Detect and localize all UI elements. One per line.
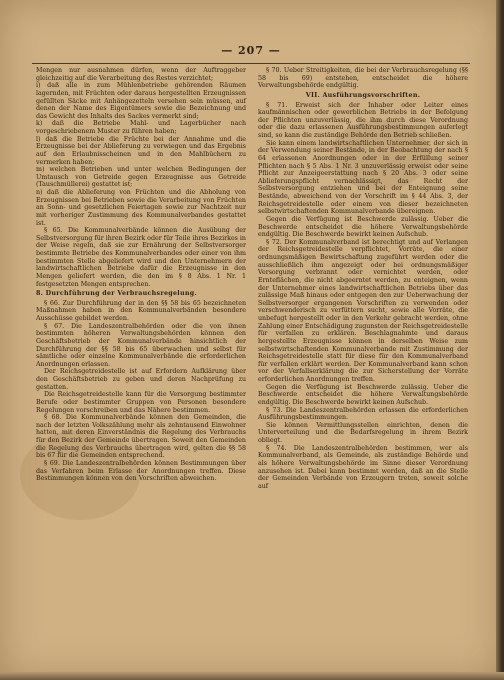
paragraph: i) daß alle in zum Mühlenbetriebe gehörenden Räumen lagernden, mit Früchten oder daraus hergestellten Erzeugnissen gefüllten Säcke mit Anhängezetteln versehen sein müssen, auf denen der Name des Eigentümers sowie die Bezeichnung und das Gewicht des Inhalts des Sackes vermerkt sind;: [36, 82, 246, 120]
paragraph: § 70. Ueber Streitigkeiten, die bei der Verbrauchsregelung (§§ 58 bis 69) entstehen, entscheidet die höhere Verwaltungsbehörde endgültig.: [258, 67, 468, 90]
right-column: [258, 67, 468, 490]
paragraph: Die Reichsgetreidestelle kann für die Versorgung bestimmter Berufe oder bestimmter Gruppen von Personen besondere Regelungen vorschreiben und das Nähere bestimmen.: [36, 391, 246, 414]
paragraph: § 71. Erweist sich der Inhaber oder Leiter eines kaufmännischen oder gewerblichen Betriebs in der Befolgung der Pflichten unzuverlässig, die ihm durch diese Verordnung oder die dazu erlassenen Ausführungsbestimmungen auferlegt sind, so kann die zuständige Behörde den Betrieb schließen.: [258, 101, 468, 139]
paragraph: § 74. Die Landeszentralbehörden bestimmen, wer als Kommunalverband, als Gemeinde, als zuständige Behörde und als höhere Verwaltungsbehörde im Sinne dieser Verordnung anzusehen ist. Dabei kann bestimmt werden, daß an die Stelle der Gemeinden Verbände von Erzeugern treten, soweit solche auf: [258, 444, 468, 490]
page-number: — 207 —: [221, 44, 281, 57]
paragraph: Gegen die Verfügung ist Beschwerde zulässig. Ueber die Beschwerde entscheidet die höhere Verwaltungsbehörde endgültig. Die Beschwerde bewirkt keinen Aufschub.: [258, 383, 468, 406]
section-heading: 8. Durchführung der Verbrauchsregelung.: [36, 290, 197, 298]
paragraph: § 68. Die Kommunalverbände können den Gemeinden, die nach der letzten Volkszählung mehr als zehntausend Einwohner hatten, mit deren Einverständnis die Regelung des Verbrauchs für den Bezirk der Gemeinde übertragen. Soweit den Gemeinden die Regelung des Verbrauchs übertragen wird, gelten die §§ 58 bis 67 für die Gemeinden entsprechend.: [36, 414, 246, 460]
paragraph: Mengen nur ausnahmen dürfen, wenn der Auftraggeber gleichzeitig auf die Verarbeitung des Restes verzichtet;: [36, 67, 246, 82]
paragraph: § 67. Die Landeszentralbehörden oder die von ihnen bestimmten höheren Verwaltungsbehörden können den Geschäftsbetrieb der Kommunalverbände hinsichtlich der Durchführung der §§ 58 bis 65 überwachen und selbst für sämtliche oder einzelne Kommunalverbände die erforderlichen Anordnungen erlassen.: [36, 322, 246, 368]
paragraph: § 69. Die Landeszentralbehörden können Bestimmungen über das Verfahren beim Erlasse der Anordnungen treffen. Diese Bestimmungen können von den Vorschriften abweichen.: [36, 459, 246, 483]
header-rule: [32, 63, 470, 64]
paragraph: § 72. Der Kommunalverband ist berechtigt und auf Verlangen der Reichsgetreidestelle verpflichtet, Vorräte, die einer ordnungsmäßigen Bewirtschaftung zugeführt werden oder die ausschließlich ihm angezeigt oder bei ordnungsmäßiger Versorgung verbrannt oder vernichtet werden, oder Ernteflächen, die nicht abgeerntet werden, zu enteignen, wenn der Unternehmer eines landwirtschaftlichen Betriebs über das zulässige Maß hinaus oder entgegen den zur Ueberwachung der Selbstversorger ergangenen Vorschriften zu verwenden oder verschwenderisch zu verfüttern sucht, sowie alle Vorräte, die unbefugt hergestellt oder in den Verkehr gebracht werden, ohne Zahlung einer Entschädigung zugunsten der Reichsgetreidestelle für verfallen zu erklären. Beschlagnahmte und daraus hergestellte Erzeugnisse können in derselben Weise zum selbstwirtschaftenden Kommunalverbande mit Zustimmung der Reichsgetreidestelle statt für diese für den Kommunalverband für verfallen erklärt werden. Der Kommunalverband kann schon vor der Verfallserklärung die zur Sicherstellung der Vorräte erforderlichen Anordnungen treffen.: [258, 238, 469, 383]
paragraph: § 73. Die Landeszentralbehörden erlassen die erforderlichen Ausführungsbestimmungen.: [258, 406, 468, 422]
section-heading: VII. Ausführungsvorschriften.: [305, 91, 421, 99]
page-edge: [496, 0, 502, 680]
paragraph: l) daß die Betriebe die Früchte bei der Annahme und die Erzeugnisse bei der Ablieferung zu verwiegen und das Ergebnis auf den Erlaubnisscheinen und in den Mahlbüchern zu vermerken haben;: [36, 135, 246, 166]
paragraph: Der Reichsgetreidestelle ist auf Erfordern Aufklärung über den Geschäftsbetrieb zu geben und deren Nachprüfung zu gestatten.: [36, 368, 246, 391]
paragraph: Sie können Vermittlungsstellen einrichten, denen die Unterverteilung und die Bedarfsregelung in ihrem Bezirk obliegt.: [258, 421, 468, 444]
left-column: [36, 67, 246, 483]
paragraph: n) daß die Ablieferung von Früchten und die Abholung von Erzeugnissen bei Betrieben sowie die Verarbeitung von Früchten an Sonn- und gesetzlichen Feiertagen sowie zur Nachtzeit nur mit vorheriger Zustimmung des Kommunalverbandes gestattet ist.: [36, 189, 246, 227]
paragraph: Gegen die Verfügung ist Beschwerde zulässig. Ueber die Beschwerde entscheidet die höhere Verwaltungsbehörde endgültig. Die Beschwerde bewirkt keinen Aufschub.: [258, 215, 468, 239]
paragraph: k) daß die Betriebe Mahl- und Lagerbücher nach vorgeschriebenem Muster zu führen haben;: [36, 120, 246, 135]
page-edge-bottom: [0, 672, 504, 680]
paragraph: Sie kann einem landwirtschaftlichen Unternehmer, der sich in der Verwendung seiner Bestände, in der Beobachtung der nach § 64 erlassenen Anordnungen oder in der Erfüllung seiner Pflichten nach § 5 Abs. 1 Nr. 3 unzuverlässig erweist oder seine Pflicht zur Anzeigeerstattung nach § 20 Abs. 3 oder seine Ablieferungspflicht vernachlässigt, das Recht der Selbstversorgung entziehen und bei der Enteignung seine Bestände, abweichend von der Vorschrift im § 44 Abs. 3, der Reichsgetreidestelle oder einem von dieser bezeichneten selbstwirtschaftenden Kommunalverbande übereignen.: [258, 139, 468, 216]
paragraph: m) welchen Betrieben und unter welchen Bedingungen der Umtausch von Getreide gegen Erzeugnisse aus Getreide (Tauschmüllerei) gestattet ist;: [36, 166, 246, 189]
paragraph: § 65. Die Kommunalverbände können die Ausübung der Selbstversorgung für ihren Bezirk oder für Teile ihres Bezirkes in der Weise regeln, daß sie zur Ernährung der Selbstversorger bestimmte Betriebe des Kommunalverbandes oder einer von ihm bestimmten Stelle abgeliefert wird und den Unternehmern der landwirtschaftlichen Betriebe dafür die Erzeugnisse in den Mengen geliefert werden, die den im § 8 Abs. 1 Nr. 1 festgesetzten Mengen entsprechen.: [36, 227, 246, 288]
paragraph: § 66. Zur Durchführung der in den §§ 58 bis 65 bezeichneten Maßnahmen haben in den Kommunalverbänden besondere Ausschüsse gebildet werden.: [36, 299, 246, 322]
